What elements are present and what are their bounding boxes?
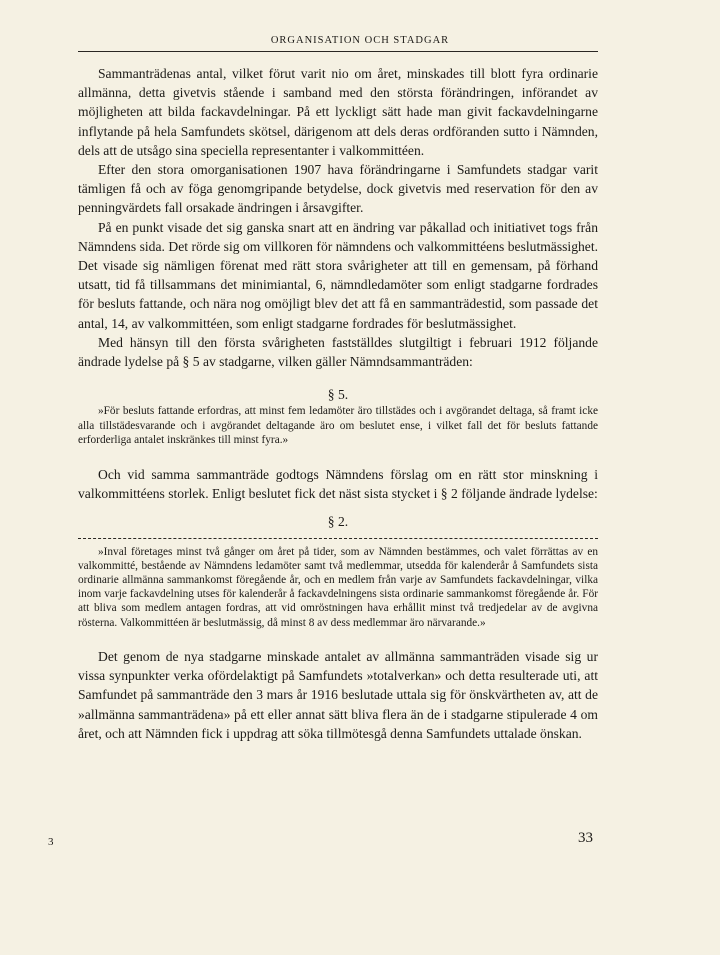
paragraph-2: Efter den stora omorganisationen 1907 hava förändringarne i Samfundets stadgar varit tämligen få och av föga genomgripande betydelse, dock givetvis med reservation för den av penningvärdets fall orsakade ändringen i årsavgifter. <box>78 162 598 216</box>
signature-mark: 3 <box>48 836 54 848</box>
paragraph-1: Sammanträdenas antal, vilket förut varit nio om året, minskades till blott fyra ordinarie allmänna, detta givetvis stående i samband med den största förändringen, införandet av möjligheten att bilda fackavdelningar. På ett lyckligt sätt hade man givit fackavdelningarne inflytande på hela Samfundets skötsel, därigenom att dels deras ordföranden sutto i Nämnden, dels att de utsågo sina speciella representanter i valkommittéen. <box>78 66 598 158</box>
section-2-heading: § 2. <box>327 514 349 530</box>
section-5-text: »För besluts fattande erfordras, att minst fem ledamöter äro tillstädes och i avgörandet deltaga, så framt icke alla tillstädesvarande och i avgörandet deltagande äro om beslutet ense, i vilket fall det för besluts fattande erforderliga antalet inskränkes till minst fyra.» <box>78 405 598 446</box>
body-text <box>78 64 598 743</box>
section-5-heading: § 5. <box>327 387 349 403</box>
paragraph-4: Med hänsyn till den första svårigheten fastställdes slutgiltigt i februari 1912 följande ändrade lydelse på § 5 av stadgarne, vilken gäller Nämndsammanträden: <box>78 334 598 370</box>
running-header: ORGANISATION OCH STADGAR <box>270 35 450 46</box>
paragraph-5: Och vid samma sammanträde godtogs Nämndens förslag om en rätt stor minskning i valkommittéens storlek. Enligt beslutet fick det näst sista stycket i § 2 följande ändrade lydelse: <box>78 467 598 502</box>
paragraph-3: På en punkt visade det sig ganska snart att en ändring var påkallad och initiativet togs från Nämndens sida. Det rörde sig om villkoren för nämndens och valkommittéens beslutmässighet. Det visade sig nämligen förenat med rätt stora svårigheter att till en gemensam, på förhand utsatt, tid få tillsammans det minimiantal, 6, nämndledamöter som enligt stadgarne fordrades för besluts fattande, och nära nog omöjligt blev det att få en sammanträdestid, som passade det antal, 14, av valkommittéen, som enligt stadgarne fordrades för beslutmässighet. <box>78 219 598 331</box>
header-rule <box>78 51 598 52</box>
section-2-text: »Inval företages minst två gånger om året på tider, som av Nämnden bestämmes, och valet förrättas av en valkommitté, bestående av Nämndens ledamöter samt två medlemmar, utsedda för kalenderår å Samfundets sista ordinarie allmänna sammankomst föregående år, och en medlem från varje av Samfundets fackavdelningar, vilka inom varje fackavdelning utses för kalenderår å fackavdelningens sista ordinarie sammankomst föregående år. För att bliva som medlem antagen fordras, att vid omröstningen hava erhållit minst två tredjedelar av de avgivna rösterna. Valkommittéen är beslutmässig, då minst 8 av dess medlemmar äro närvarande.» <box>78 545 598 629</box>
paragraph-6: Det genom de nya stadgarne minskade antalet av allmänna sammanträden visade sig ur vissa synpunkter verka ofördelaktigt på Samfundets »totalverkan» och detta resulterade uti, att Samfundet på sammanträde den 3 mars år 1916 beslutade uttala sig för önskvärtheten av, att de »allmänna sammanträdena» på ett eller annat sätt bliva flera än de i stadgarne stipulerade 4 om året, och att Nämnden fick i uppdrag att söka tillmötesgå denna Samfundets uttalade önskan. <box>78 648 598 741</box>
page-number: 33 <box>578 830 593 846</box>
